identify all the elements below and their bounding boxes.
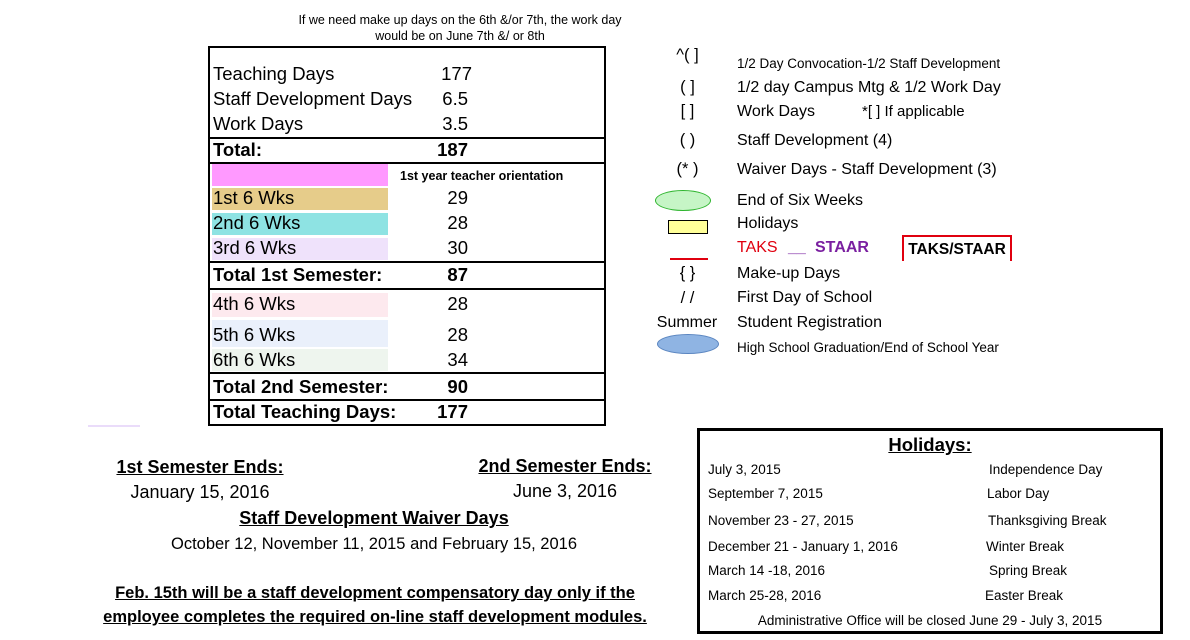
second-semester-date: June 3, 2016 bbox=[512, 481, 618, 501]
work-days-note: *[ ] If applicable bbox=[862, 103, 965, 120]
holidays-legend-text: Holidays bbox=[737, 215, 799, 232]
summer-symbol: Summer bbox=[656, 314, 718, 331]
makeup-note-line2: would be on June 7th &/ or 8th bbox=[375, 29, 545, 43]
staff-dev-text: Staff Development (4) bbox=[737, 132, 893, 149]
feb-note-line2: employee completes the required on-line staff development modules. bbox=[103, 608, 647, 626]
waiver-symbol: (* ) bbox=[676, 160, 699, 178]
end-six-weeks-text: End of Six Weeks bbox=[737, 192, 863, 209]
holiday-name: Winter Break bbox=[986, 539, 1065, 554]
orientation-label: 1st year teacher orientation bbox=[400, 169, 564, 183]
waiver-days-dates: October 12, November 11, 2015 and February 15, 2016 bbox=[170, 535, 578, 553]
work-days-symbol: [ ] bbox=[680, 102, 695, 120]
makeup-symbol: { } bbox=[679, 264, 696, 282]
makeup-note-line1: If we need make up days on the 6th &/or 7th, the work day bbox=[298, 13, 622, 27]
office-closed-note: Administrative Office will be closed June 29 - July 3, 2015 bbox=[757, 613, 1103, 628]
holiday-name: Labor Day bbox=[987, 486, 1050, 501]
holiday-date: March 25-28, 2016 bbox=[708, 588, 822, 603]
red-line-icon bbox=[670, 258, 708, 260]
campus-mtg-text: 1/2 day Campus Mtg & 1/2 Work Day bbox=[737, 79, 1001, 96]
first-day-symbol: / / bbox=[680, 289, 695, 307]
divider bbox=[210, 261, 604, 263]
holiday-date: November 23 - 27, 2015 bbox=[708, 513, 854, 528]
convocation-symbol: ^( ] bbox=[676, 46, 699, 64]
holiday-name: Independence Day bbox=[989, 462, 1103, 477]
second-semester-title: 2nd Semester Ends: bbox=[478, 456, 652, 476]
waiver-days-title: Staff Development Waiver Days bbox=[239, 508, 509, 528]
divider bbox=[210, 288, 604, 290]
feb-note-line1: Feb. 15th will be a staff development compensatory day only if the bbox=[115, 584, 635, 602]
campus-mtg-symbol: ( ] bbox=[680, 78, 695, 96]
holiday-name: Spring Break bbox=[989, 563, 1068, 578]
first-day-text: First Day of School bbox=[737, 289, 873, 306]
orientation-swatch bbox=[212, 164, 388, 186]
holiday-name: Easter Break bbox=[985, 588, 1064, 603]
staff-dev-symbol: ( ) bbox=[679, 131, 696, 149]
holidays-box bbox=[697, 428, 1163, 634]
work-days-text: Work Days bbox=[737, 103, 815, 120]
holiday-name: Thanksgiving Break bbox=[988, 513, 1107, 528]
holiday-date: September 7, 2015 bbox=[708, 486, 823, 501]
staar-line: __ bbox=[788, 239, 806, 256]
registration-text: Student Registration bbox=[737, 314, 882, 331]
graduation-text: High School Graduation/End of School Year bbox=[737, 340, 999, 355]
holiday-date: December 21 - January 1, 2016 bbox=[708, 539, 898, 554]
taks-staar-box: TAKS/STAAR bbox=[902, 235, 1012, 261]
waiver-text: Waiver Days - Staff Development (3) bbox=[737, 161, 997, 178]
makeup-text: Make-up Days bbox=[737, 265, 841, 282]
first-semester-title: 1st Semester Ends: bbox=[116, 457, 284, 477]
faint-divider bbox=[88, 425, 140, 427]
divider bbox=[210, 372, 604, 374]
yellow-rect-icon bbox=[668, 220, 708, 234]
first-semester-date: January 15, 2016 bbox=[130, 482, 270, 502]
holiday-date: March 14 -18, 2016 bbox=[708, 563, 826, 578]
days-summary-table: Teaching Days 177 Staff Development Days 6.5 Work Days 3.5 Total: 187 1st year teacher orientation 1st 6 Wks 29 2nd 6 Wks 28 3rd 6 Wks 30 Total 1st Semester: 87 4th 6 Wks 28 5th 6 Wks 28 6th 6 Wks 34 Total 2nd Semester: 90 Total Teaching Days: 177 bbox=[208, 46, 606, 426]
green-oval-icon bbox=[655, 190, 711, 211]
makeup-note bbox=[190, 12, 730, 44]
convocation-text: 1/2 Day Convocation-1/2 Staff Development bbox=[737, 56, 1001, 71]
taks-text: TAKS bbox=[737, 239, 778, 256]
holidays-title: Holidays: bbox=[888, 434, 972, 455]
holiday-date: July 3, 2015 bbox=[708, 462, 781, 477]
staar-text: STAAR bbox=[815, 239, 869, 256]
blue-oval-icon bbox=[657, 334, 719, 354]
